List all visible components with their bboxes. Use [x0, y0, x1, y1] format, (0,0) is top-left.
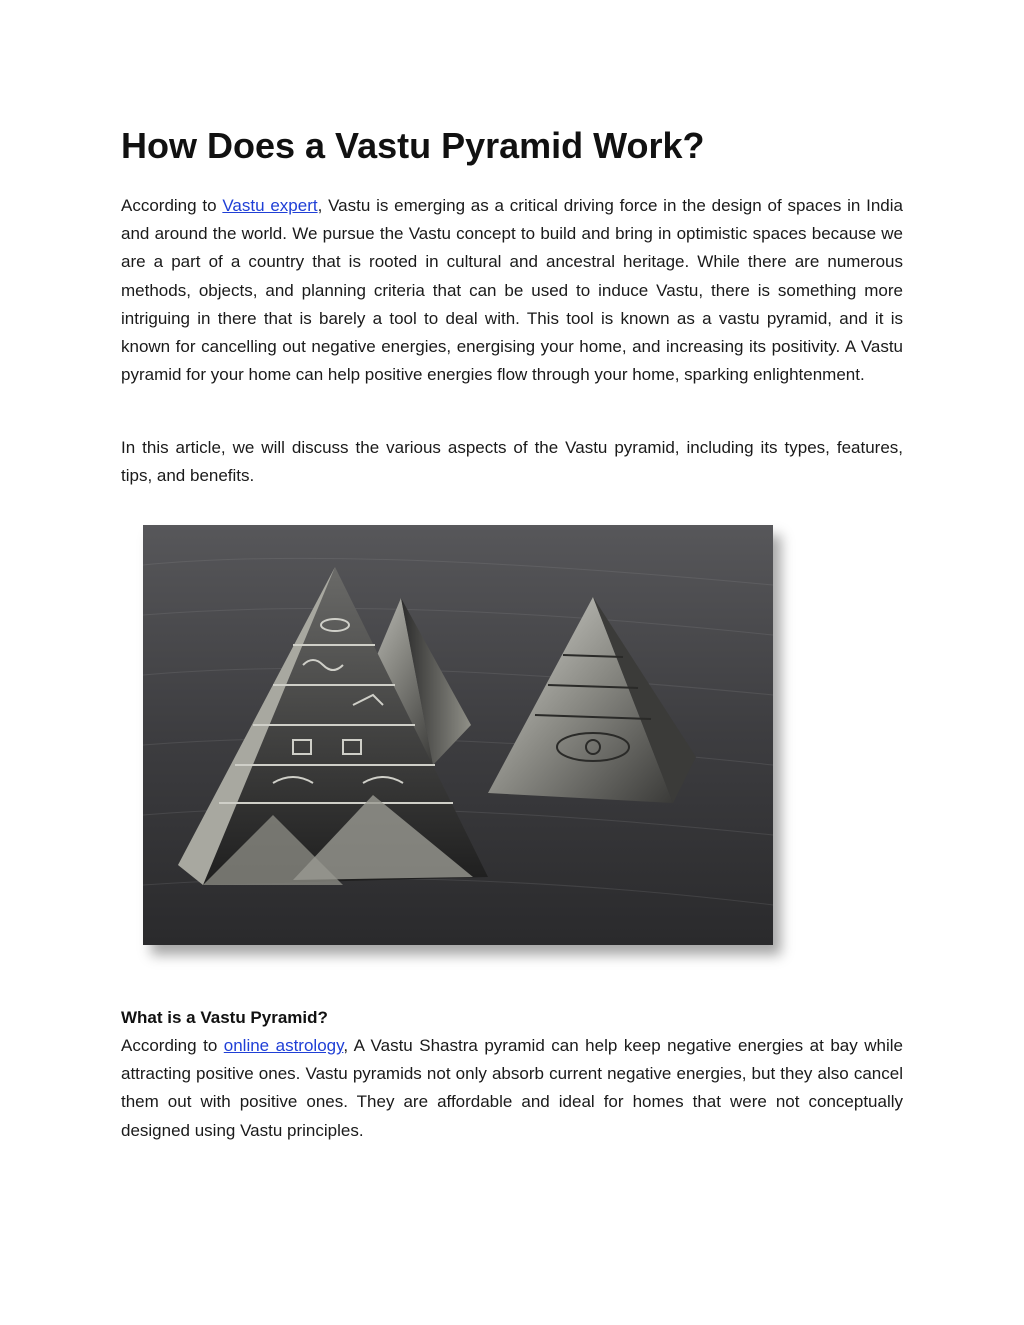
- section-prefix: According to: [121, 1036, 224, 1055]
- section-text: , A Vastu Shastra pyramid can help keep negative energies at bay while attracting positive ones. Vastu pyramids not only absorb current negative energies, but they also cancel them out with positive ones. They are affordable and ideal for homes that were not conceptually designed using Vastu principles.: [121, 1036, 903, 1140]
- section-paragraph: [121, 1032, 903, 1145]
- intro-paragraph: [121, 192, 903, 389]
- online-astrology-link[interactable]: online astrology: [223, 1036, 344, 1055]
- intro-text: , Vastu is emerging as a critical driving force in the design of spaces in India and around the world. We pursue the Vastu concept to build and bring in optimistic spaces because we are a part of a country that is rooted in cultural and ancestral heritage. While there are numerous methods, objects, and planning criteria that can be used to induce Vastu, there is something more intriguing in there that is barely a tool to deal with. This tool is known as a vastu pyramid, and it is known for cancelling out negative energies, energising your home, and increasing its positivity. A Vastu pyramid for your home can help positive energies flow through your home, sparking enlightenment.: [121, 196, 903, 385]
- section-heading: What is a Vastu Pyramid?: [121, 1008, 328, 1027]
- article-intro-paragraph: In this article, we will discuss the various aspects of the Vastu pyramid, including its types, features, tips, and benefits.: [121, 438, 903, 486]
- vastu-expert-link[interactable]: Vastu expert: [222, 196, 318, 215]
- pyramid-photo: [143, 525, 773, 945]
- page-title: How Does a Vastu Pyramid Work?: [121, 125, 705, 166]
- pyramid-photo-illustration: [143, 525, 773, 945]
- intro-prefix: According to: [121, 196, 223, 215]
